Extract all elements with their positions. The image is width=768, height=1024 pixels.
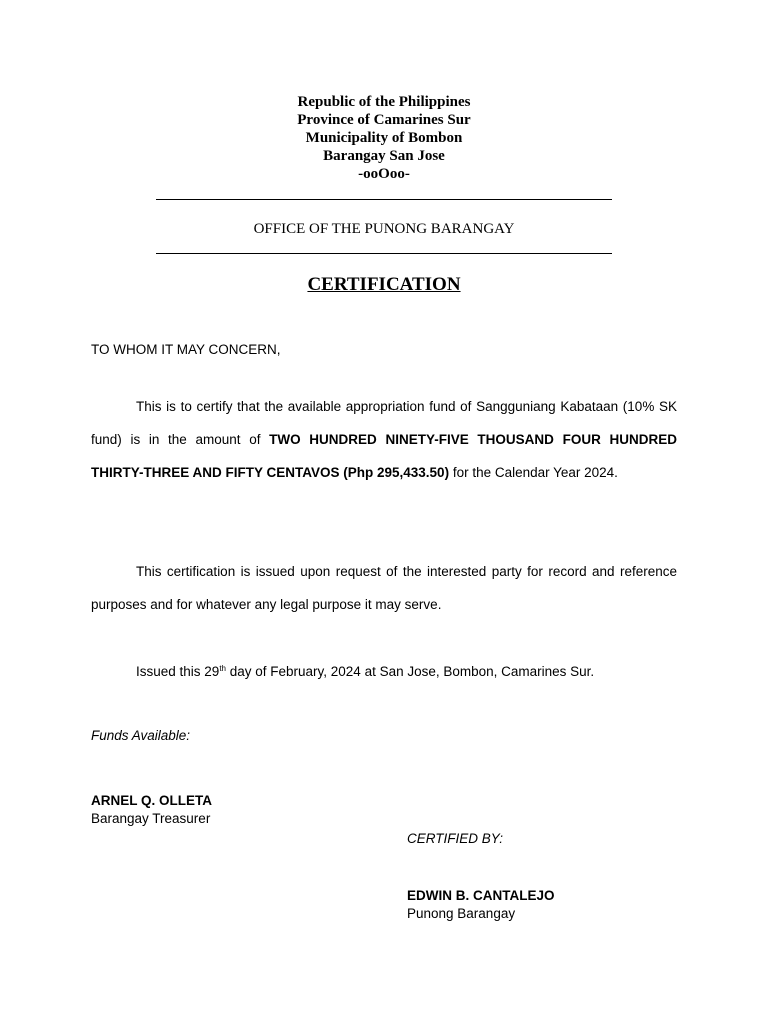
header-municipality: Municipality of Bombon xyxy=(305,130,463,146)
treasurer-name: ARNEL Q. OLLETA xyxy=(91,793,212,808)
letterhead xyxy=(0,93,768,183)
funds-available-label: Funds Available: xyxy=(91,728,191,743)
header-country: Republic of the Philippines xyxy=(297,94,471,110)
paragraph-issued xyxy=(91,655,677,688)
issued-text-a: Issued this 29 xyxy=(136,664,220,679)
punong-signature-block xyxy=(407,887,555,923)
salutation: TO WHOM IT MAY CONCERN, xyxy=(91,342,281,357)
paragraph-fund-text-b: for the Calendar Year 2024. xyxy=(449,465,618,480)
paragraph-purpose xyxy=(91,555,677,621)
header-barangay: Barangay San Jose xyxy=(323,148,445,164)
paragraph-purpose-text: This certification is issued upon request of the interested party for record and reference purposes and for whatever any legal purpose it may serve. xyxy=(91,564,677,612)
punong-name: EDWIN B. CANTALEJO xyxy=(407,888,555,903)
header-province: Province of Camarines Sur xyxy=(297,112,471,128)
top-divider xyxy=(156,199,612,200)
document-title: CERTIFICATION xyxy=(307,274,461,295)
treasurer-signature-block xyxy=(91,792,212,828)
paragraph-fund-amount xyxy=(91,390,677,489)
bottom-divider xyxy=(156,253,612,254)
paragraph-fund-text-a: This is to certify that the available appropriation fund of Sangguniang Kabataan (10% SK fund) is in the amount of xyxy=(91,399,677,447)
issued-text-b: day of February, 2024 at San Jose, Bombon, Camarines Sur. xyxy=(225,664,595,679)
fund-amount-words: TWO HUNDRED NINETY-FIVE THOUSAND FOUR HUNDRED THIRTY-THREE AND FIFTY CENTAVOS (Php 295,433.50) xyxy=(91,432,678,480)
office-title: OFFICE OF THE PUNONG BARANGAY xyxy=(253,221,515,237)
certified-by-label: CERTIFIED BY: xyxy=(407,831,504,846)
treasurer-title: Barangay Treasurer xyxy=(91,811,211,826)
header-ornament: -ooOoo- xyxy=(358,166,410,182)
punong-title: Punong Barangay xyxy=(407,906,516,921)
issued-ordinal-suffix: th xyxy=(219,664,226,673)
